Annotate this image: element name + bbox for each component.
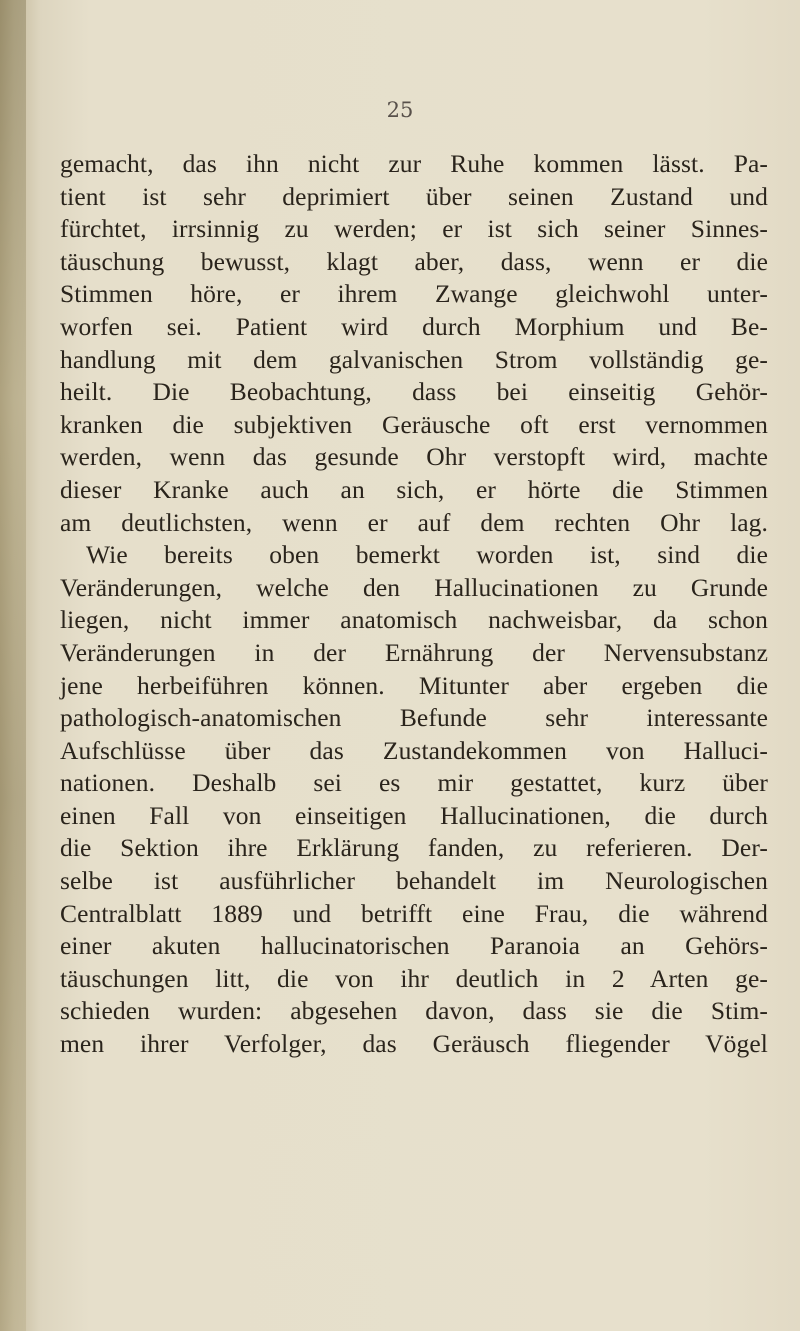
text-line: gemacht, das ihn nicht zur Ruhe kommen lässt. Pa- [60,149,768,178]
text-line: schieden wurden: abgesehen davon, dass sie die Stim- [60,996,768,1026]
text-line: Centralblatt 1889 und betrifft eine Frau, die während [60,898,768,928]
body-text [60,148,768,1061]
text-line: heilt. Die Beobachtung, dass bei einseitig Gehör- [60,377,768,407]
text-line: Wie bereits oben bemerkt worden ist, sind die [86,540,768,570]
text-line: werden, wenn das gesunde Ohr verstopft wird, machte [60,442,768,472]
text-line: einer akuten hallucinatorischen Paranoia an Gehörs- [60,931,768,961]
text-line: einen Fall von einseitigen Hallucinationen, die durch [60,800,768,830]
text-line: Stimmen höre, er ihrem Zwange gleichwohl unter- [60,279,768,309]
text-line: Aufschlüsse über das Zustandekommen von Halluci- [60,735,768,765]
text-line: am deutlichsten, wenn er auf dem rechten Ohr lag. [60,507,768,537]
text-line: worfen sei. Patient wird durch Morphium und Be- [60,311,768,341]
text-line: Veränderungen in der Ernährung der Nervensubstanz [60,637,768,667]
text-line: dieser Kranke auch an sich, er hörte die Stimmen [60,474,768,504]
text-line: täuschungen litt, die von ihr deutlich in 2 Arten ge- [60,963,768,993]
text-line: selbe ist ausführlicher behandelt im Neurologischen [60,866,768,896]
text-line: pathologisch-anatomischen Befunde sehr interessante [60,703,768,733]
text-line: handlung mit dem galvanischen Strom vollständig ge- [60,344,768,374]
text-line: kranken die subjektiven Geräusche oft erst vernommen [60,409,768,439]
text-line: Veränderungen, welche den Hallucinationen zu Grunde [60,572,768,602]
text-line: liegen, nicht immer anatomisch nachweisbar, da schon [60,605,768,635]
page-gutter-shadow [0,0,26,1331]
text-line: tient ist sehr deprimiert über seinen Zustand und [60,181,768,211]
text-line: fürchtet, irrsinnig zu werden; er ist sich seiner Sinnes- [60,214,768,244]
text-line: nationen. Deshalb sei es mir gestattet, kurz über [60,768,768,798]
text-line: täuschung bewusst, klagt aber, dass, wenn er die [60,246,768,276]
text-line: jene herbeiführen können. Mitunter aber ergeben die [60,670,768,700]
text-line: die Sektion ihre Erklärung fanden, zu referieren. Der- [60,833,768,863]
text-line: men ihrer Verfolger, das Geräusch fliegender Vögel [60,1029,768,1059]
page-number: 25 [386,98,414,122]
